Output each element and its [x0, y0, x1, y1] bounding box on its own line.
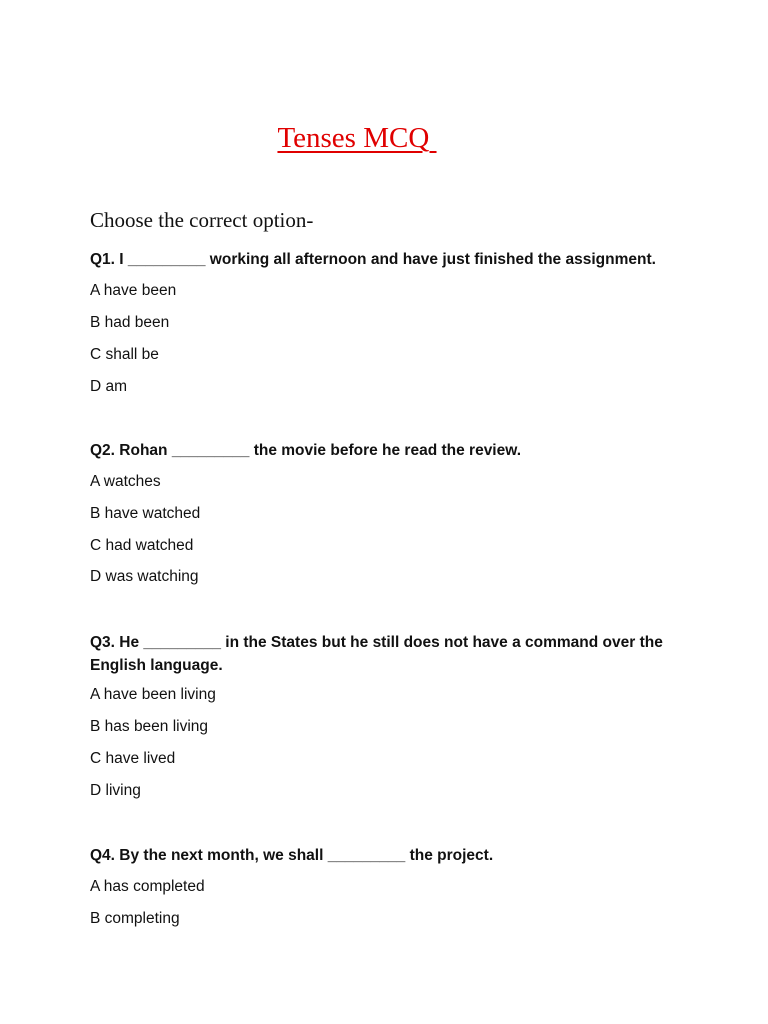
q4-option-b: B completing	[90, 910, 180, 927]
q3-option-d: D living	[90, 782, 141, 799]
q2-option-b: B have watched	[90, 505, 201, 522]
q1-option-c: C shall be	[90, 346, 159, 363]
q3-option-a: A have been living	[90, 686, 216, 703]
question-4: Q4. By the next month, we shall _________ the project.	[90, 847, 494, 864]
q2-option-a: A watches	[90, 473, 161, 490]
instruction-text: Choose the correct option-	[90, 208, 314, 232]
q2-option-c: C had watched	[90, 537, 194, 554]
q3-option-b: B has been living	[90, 718, 209, 735]
question-2: Q2. Rohan _________ the movie before he read the review.	[90, 442, 522, 459]
page-title: Tenses MCQ	[277, 122, 437, 154]
question-1: Q1. I _________ working all afternoon and have just finished the assignment.	[90, 251, 656, 268]
q1-option-b: B had been	[90, 314, 170, 331]
q1-option-a: A have been	[90, 282, 177, 299]
q1-option-d: D am	[90, 378, 128, 395]
question-3: Q3. He _________ in the States but he still does not have a command over the English language.	[90, 634, 663, 674]
q3-option-c: C have lived	[90, 750, 176, 767]
q2-option-d: D was watching	[90, 568, 199, 585]
q4-option-a: A has completed	[90, 878, 205, 895]
